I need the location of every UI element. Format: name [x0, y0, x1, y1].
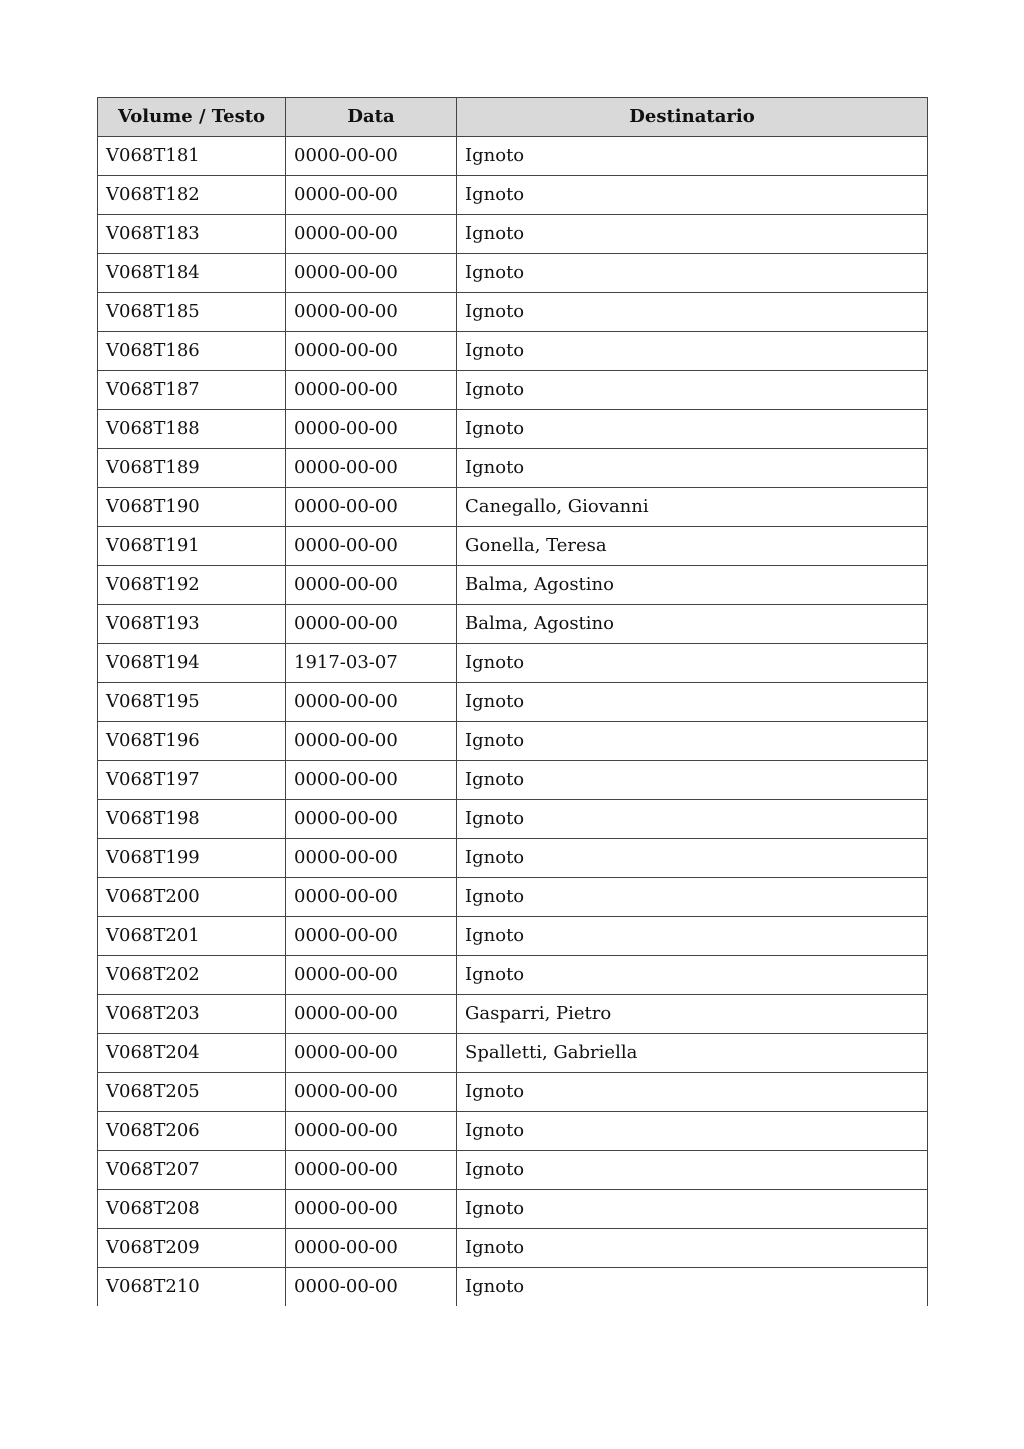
cell-destinatario: Ignoto	[457, 1151, 928, 1190]
cell-destinatario: Ignoto	[457, 371, 928, 410]
cell-volume-testo: V068T186	[98, 332, 286, 371]
cell-destinatario: Ignoto	[457, 644, 928, 683]
cell-destinatario: Ignoto	[457, 1112, 928, 1151]
cell-volume-testo: V068T205	[98, 1073, 286, 1112]
table-row	[98, 956, 928, 995]
table-row	[98, 1112, 928, 1151]
table-row	[98, 800, 928, 839]
cell-volume-testo: V068T194	[98, 644, 286, 683]
table-row	[98, 1268, 928, 1307]
cell-destinatario: Ignoto	[457, 683, 928, 722]
cell-volume-testo: V068T187	[98, 371, 286, 410]
table-row	[98, 1034, 928, 1073]
cell-data: 0000-00-00	[286, 761, 457, 800]
cell-destinatario: Ignoto	[457, 956, 928, 995]
cell-data: 0000-00-00	[286, 254, 457, 293]
cell-destinatario: Ignoto	[457, 176, 928, 215]
cell-data: 0000-00-00	[286, 722, 457, 761]
table-row	[98, 137, 928, 176]
cell-volume-testo: V068T202	[98, 956, 286, 995]
cell-destinatario: Spalletti, Gabriella	[457, 1034, 928, 1073]
cell-volume-testo: V068T184	[98, 254, 286, 293]
table-row	[98, 293, 928, 332]
cell-data: 0000-00-00	[286, 371, 457, 410]
cell-destinatario: Ignoto	[457, 878, 928, 917]
table-row	[98, 1229, 928, 1268]
cell-destinatario: Ignoto	[457, 917, 928, 956]
table-row	[98, 1190, 928, 1229]
table-row	[98, 995, 928, 1034]
table-row	[98, 254, 928, 293]
cell-data: 0000-00-00	[286, 137, 457, 176]
table-row	[98, 722, 928, 761]
table-row	[98, 605, 928, 644]
table-row	[98, 176, 928, 215]
cell-volume-testo: V068T210	[98, 1268, 286, 1307]
cell-destinatario: Ignoto	[457, 215, 928, 254]
cell-data: 0000-00-00	[286, 332, 457, 371]
table-row	[98, 332, 928, 371]
cell-data: 0000-00-00	[286, 1190, 457, 1229]
table-row	[98, 410, 928, 449]
cell-volume-testo: V068T193	[98, 605, 286, 644]
records-table	[97, 97, 928, 1306]
cell-volume-testo: V068T195	[98, 683, 286, 722]
cell-volume-testo: V068T185	[98, 293, 286, 332]
table-row	[98, 1073, 928, 1112]
cell-volume-testo: V068T198	[98, 800, 286, 839]
cell-destinatario: Ignoto	[457, 254, 928, 293]
table-row	[98, 527, 928, 566]
cell-data: 0000-00-00	[286, 1268, 457, 1307]
header-row	[98, 98, 928, 137]
table-body	[98, 137, 928, 1307]
cell-destinatario: Gonella, Teresa	[457, 527, 928, 566]
column-header-data: Data	[286, 98, 457, 137]
cell-volume-testo: V068T203	[98, 995, 286, 1034]
cell-data: 0000-00-00	[286, 410, 457, 449]
cell-volume-testo: V068T199	[98, 839, 286, 878]
cell-destinatario: Ignoto	[457, 1229, 928, 1268]
cell-volume-testo: V068T190	[98, 488, 286, 527]
document-page	[97, 97, 927, 1306]
table-row	[98, 449, 928, 488]
cell-destinatario: Balma, Agostino	[457, 605, 928, 644]
table-row	[98, 215, 928, 254]
cell-volume-testo: V068T207	[98, 1151, 286, 1190]
table-row	[98, 683, 928, 722]
table-row	[98, 839, 928, 878]
cell-destinatario: Ignoto	[457, 410, 928, 449]
cell-volume-testo: V068T196	[98, 722, 286, 761]
cell-volume-testo: V068T206	[98, 1112, 286, 1151]
cell-data: 0000-00-00	[286, 1151, 457, 1190]
cell-data: 0000-00-00	[286, 878, 457, 917]
table-row	[98, 761, 928, 800]
cell-destinatario: Ignoto	[457, 293, 928, 332]
cell-data: 0000-00-00	[286, 527, 457, 566]
cell-destinatario: Ignoto	[457, 1268, 928, 1307]
cell-destinatario: Ignoto	[457, 137, 928, 176]
cell-volume-testo: V068T209	[98, 1229, 286, 1268]
cell-volume-testo: V068T183	[98, 215, 286, 254]
cell-volume-testo: V068T182	[98, 176, 286, 215]
cell-volume-testo: V068T208	[98, 1190, 286, 1229]
cell-data: 1917-03-07	[286, 644, 457, 683]
cell-destinatario: Balma, Agostino	[457, 566, 928, 605]
column-header-destinatario: Destinatario	[457, 98, 928, 137]
cell-data: 0000-00-00	[286, 566, 457, 605]
cell-data: 0000-00-00	[286, 956, 457, 995]
cell-data: 0000-00-00	[286, 800, 457, 839]
table-header	[98, 98, 928, 137]
cell-data: 0000-00-00	[286, 995, 457, 1034]
cell-destinatario: Ignoto	[457, 839, 928, 878]
cell-volume-testo: V068T191	[98, 527, 286, 566]
table-row	[98, 371, 928, 410]
cell-data: 0000-00-00	[286, 605, 457, 644]
cell-destinatario: Ignoto	[457, 332, 928, 371]
column-header-volume-testo: Volume / Testo	[98, 98, 286, 137]
table-row	[98, 878, 928, 917]
cell-destinatario: Gasparri, Pietro	[457, 995, 928, 1034]
cell-destinatario: Ignoto	[457, 761, 928, 800]
cell-data: 0000-00-00	[286, 839, 457, 878]
cell-data: 0000-00-00	[286, 176, 457, 215]
cell-data: 0000-00-00	[286, 1112, 457, 1151]
table-row	[98, 1151, 928, 1190]
cell-volume-testo: V068T189	[98, 449, 286, 488]
cell-data: 0000-00-00	[286, 1229, 457, 1268]
cell-destinatario: Ignoto	[457, 722, 928, 761]
cell-data: 0000-00-00	[286, 488, 457, 527]
cell-data: 0000-00-00	[286, 1034, 457, 1073]
cell-destinatario: Canegallo, Giovanni	[457, 488, 928, 527]
cell-destinatario: Ignoto	[457, 800, 928, 839]
cell-data: 0000-00-00	[286, 449, 457, 488]
cell-volume-testo: V068T200	[98, 878, 286, 917]
cell-destinatario: Ignoto	[457, 1190, 928, 1229]
cell-volume-testo: V068T204	[98, 1034, 286, 1073]
cell-volume-testo: V068T192	[98, 566, 286, 605]
table-row	[98, 488, 928, 527]
cell-data: 0000-00-00	[286, 683, 457, 722]
cell-data: 0000-00-00	[286, 215, 457, 254]
cell-data: 0000-00-00	[286, 1073, 457, 1112]
cell-destinatario: Ignoto	[457, 449, 928, 488]
table-row	[98, 644, 928, 683]
cell-volume-testo: V068T201	[98, 917, 286, 956]
cell-data: 0000-00-00	[286, 917, 457, 956]
cell-data: 0000-00-00	[286, 293, 457, 332]
cell-destinatario: Ignoto	[457, 1073, 928, 1112]
table-row	[98, 566, 928, 605]
table-row	[98, 917, 928, 956]
cell-volume-testo: V068T188	[98, 410, 286, 449]
cell-volume-testo: V068T181	[98, 137, 286, 176]
cell-volume-testo: V068T197	[98, 761, 286, 800]
